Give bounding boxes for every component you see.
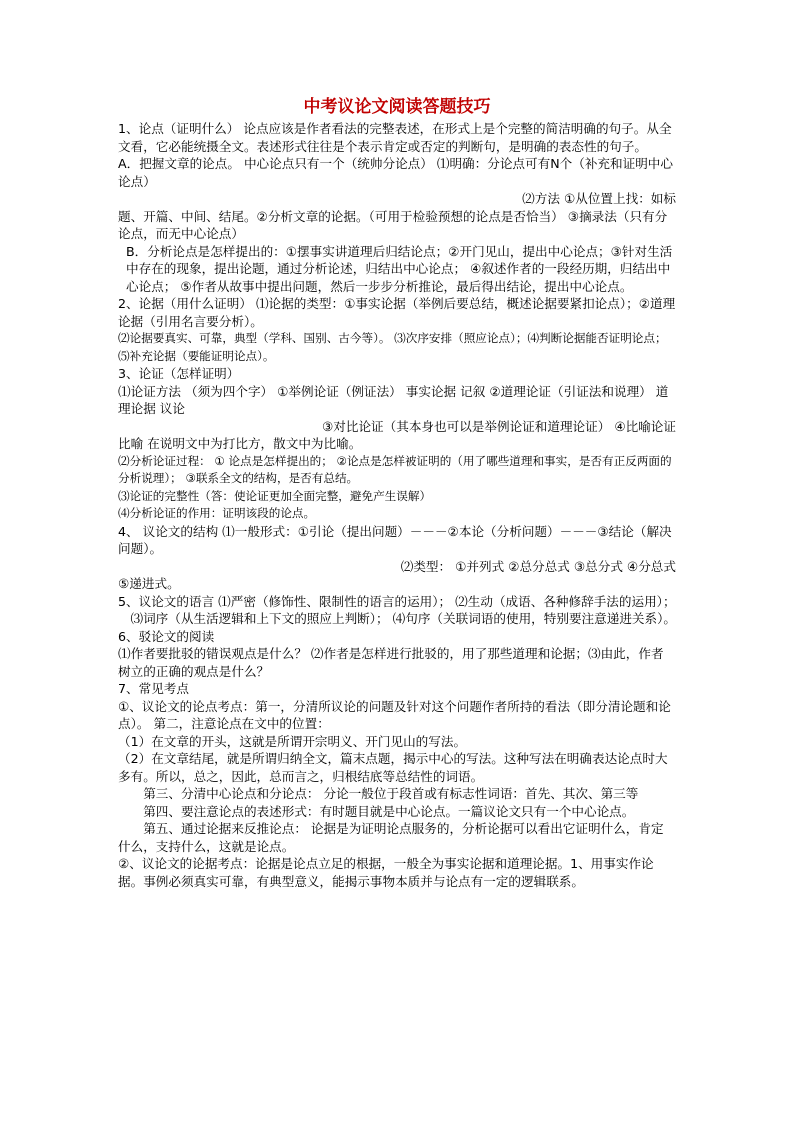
para-evidence-points: ②、议论文的论据考点：论据是论点立足的根据，一般全为事实论据和道理论据。1、用事实作论据。事例必须真实可靠，有典型意义，能揭示事物本质并与论点有一定的逻辑联系。 <box>118 856 654 889</box>
para-completeness: ⑶论证的完整性（答：使论证更加全面完整，避免产生误解） <box>118 488 432 503</box>
document-title: 中考议论文阅读答题技巧 <box>303 97 491 117</box>
para-lunju-requirements: ⑵论据要真实、可靠，典型（学科、国别、古今等）。 ⑶次序安排（照应论点）；⑷判断论据能否证明论点； ⑸补充论据（要能证明论点）。 <box>118 331 667 363</box>
para-1-lundian: 1、论点（证明什么） 论点应该是作者看法的完整表述，在形式上是个完整的简洁明确的句子。从全文看，它必能统摄全文。表述形式往往是个表示肯定或否定的判断句，是明确的表态性的句子。 <box>118 121 672 154</box>
para-thesis-points: ①、议论文的论点考点：第一，分清所议论的问题及针对这个问题作者所持的看法（即分清论题和论点）。 第二，注意论点在文中的位置： <box>118 698 671 731</box>
para-method-cont: 题、开篇、中间、结尾。②分析文章的论据。（可用于检验预想的论点是否恰当） ③摘录法（只有分论点，而无中心论点） <box>118 208 668 241</box>
para-word-order: ⑶词序（从生活逻辑和上下文的照应上判断）； ⑷句序（关联词语的使用，特别要注意递进关系）。 <box>130 611 676 626</box>
para-method-right: ⑵方法 ①从位置上找：如标 <box>522 191 676 206</box>
para-a-grasp-thesis: A．把握文章的论点。 中心论点只有一个（统帅分论点） ⑴明确：分论点可有N个（补充和证明中心论点） <box>118 156 673 189</box>
para-ending: （2）在文章结尾，就是所谓归纳全文，篇末点题，揭示中心的写法。这种写法在明确表达论点时大多有。所以，总之，因此，总而言之，归根结底等总结性的词语。 <box>118 751 668 784</box>
para-refutation-questions: ⑴作者要批驳的错误观点是什么？ ⑵作者是怎样进行批驳的，用了那些道理和论据；⑶由此，作者树立的正确的观点是什么？ <box>118 646 664 679</box>
para-contrast: ③对比论证（其本身也可以是举例论证和道理论证） ④比喻论证 <box>321 418 676 434</box>
document-page <box>118 96 676 890</box>
para-b-how-raised: B．分析论点是怎样提出的：①摆事实讲道理后归结论点；②开门见山，提出中心论点；③针对生活中存在的现象，提出论题，通过分析论述，归结出中心论点； ④叙述作者的一段经历期，归结出中心论点； ⑤作者从故事中提出问题，然后一步步分析推论，最后得出结论，提出中心论点。 <box>126 243 673 294</box>
para-third: 第三、分清中心论点和分论点： 分论一般位于段首或有标志性词语：首先、其次、第三等 <box>143 786 639 801</box>
para-fifth: 第五、通过论据来反推论点： 论据是为证明论点服务的，分析论据可以看出它证明什么，肯定什么，支持什么，这就是论点。 <box>118 821 664 854</box>
para-7-common: 7、常见考点 <box>118 681 189 696</box>
para-progressive: ⑤递进式。 <box>118 576 180 591</box>
para-2-lunju: 2、论据（用什么证明） ⑴论据的类型：①事实论据（举例后要总结，概述论据要紧扣论点）；②道理论据（引用名言要分析）。 <box>118 296 676 329</box>
para-methods: ⑴论证方法 （须为四个字） ①举例论证（例证法） 事实论据 记叙 ②道理论证（引证法和说理） 道理论据 议论 <box>118 383 669 416</box>
para-metaphor: 比喻 在说明文中为打比方，散文中为比喻。 <box>118 436 362 451</box>
para-5-language: 5、议论文的语言 ⑴严密（修饰性、限制性的语言的运用）； ⑵生动（成语、各种修辞手法的运用）； <box>118 593 676 609</box>
para-3-lunzheng: 3、论证（怎样证明） <box>118 366 240 381</box>
para-beginning: （1）在文章的开头，这就是所谓开宗明义、开门见山的写法。 <box>118 733 467 749</box>
para-function: ⑷分析论证的作用：证明该段的论点。 <box>118 506 316 520</box>
para-analysis-process: ⑵分析论证过程： ① 论点是怎样提出的； ②论点是怎样被证明的（用了哪些道理和事实，是否有正反两面的分析说理）； ③联系全文的结构，是否有总结。 <box>118 453 672 485</box>
para-structure-types: ⑵类型： ①并列式 ②总分总式 ③总分式 ④分总式 <box>400 558 676 574</box>
para-fourth: 第四、要注意论点的表述形式：有时题目就是中心论点。一篇议论文只有一个中心论点。 <box>143 803 635 819</box>
para-4-structure: 4、 议论文的结构 ⑴一般形式：①引论（提出问题）－－－②本论（分析问题）－－－③结论（解决问题）。 <box>118 523 672 556</box>
para-6-refutation: 6、驳论文的阅读 <box>118 628 215 644</box>
